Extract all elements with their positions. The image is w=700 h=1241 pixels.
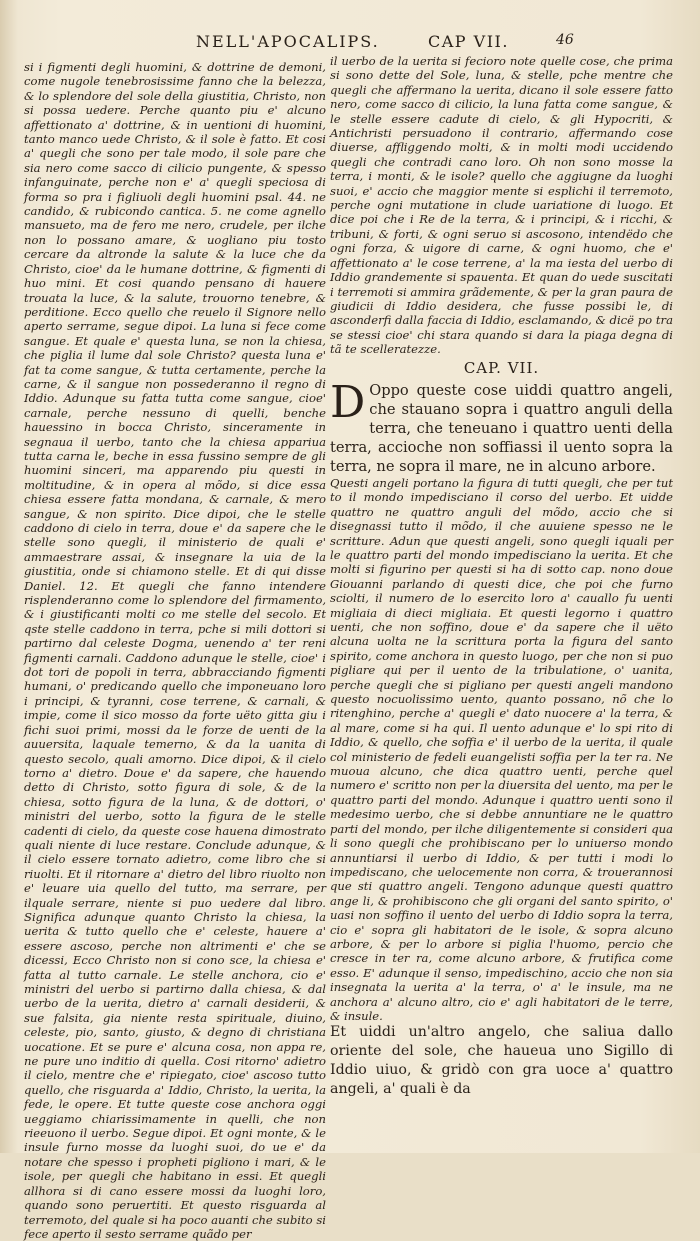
running-title: NELL'APOCALIPS. — [196, 32, 380, 51]
closing-scripture: Et uiddi un'altro angelo, che saliua dallo oriente del sole, che haueua uno Sigillo di Iddio uiuo, & gridò con gra uoce a' quattro angeli, a' quali è da — [330, 1024, 673, 1098]
drop-cap: D — [330, 376, 366, 428]
commentary-text: Questi angeli portano la figura di tutti quegli, che per tut to il mondo impedisciano il corso del uerbo. Et uidde quattro ne quattro anguli del mõdo, accio che si disegnassi tutto il mõdo, il che auuiene spesso ne le scritture. Adun que questi angeli, sono quegli iquali per le quattro parti del mondo impedisciano la uerita. Et che molti si figurino per questi si ha di sotto cap. nono doue Giouanni parlando di questi dice, che poi che furno sciolti, il numero de lo esercito loro a' cauallo fu uenti migliaia di dieci migliaia. Et questi legorno i quattro uenti, che non soffino, doue e' da sapere che il uëto alcuna uolta ne la scrittura porta la figura del santo spirito, come anchora in questo luogo, per che non si puo pigliare qui per il uento de la tribulatione, o' uanita, perche quegli che si pigliano per questi angeli mandono questo nocuolissimo uento, quanto possano, nõ che lo ritenghino, perche a' quegli e' dato nuocere a' la terra, & al mare, come si ha qui. Il uento adunque e' lo spi rito di Iddio, & quello, che soffia e' il uerbo de la uerita, il quale col ministerio de fedeli euangelisti soffia per la ter ra. Ne muoua alcuno, che dica quattro uenti, perche quel numero e' scritto non per la diuersita del uento, ma per le quattro parti del mondo. Adunque i quattro uenti sono il medesimo uerbo, che si debbe annuntiare ne le quattro parti del mondo, per ilche diligentemente si consideri qua li sono quegli che prohibiscano per lo uniuerso mondo annuntiarsi il uerbo di Iddio, & per tutti i modi lo impediscano, che uelocemente non corra, & trouerannosi que sti quattro angeli. Tengono adunque questi quattro ange li, & prohibiscono che gli organi del santo spirito, o' uasi non soffino il uento del uerbo di Iddio sopra la terra, cio e' sopra gli habitatori de le isole, & sopra alcuno arbore, & per lo arbore si piglia l'huomo, percio che cresce in ter ra, come alcuno arbore, & frutifica come esso. E' adunque il senso, impedischino, accio che non sia insegnata la uerita a' la terra, o' a' le insule, ma ne anchora a' alcuno altro, cio e' agli habitatori de le terre, & insule. — [330, 475, 673, 1023]
chapter-heading: CAP. VII. — [463, 358, 540, 377]
left-column — [24, 60, 326, 1241]
scripture-lead — [330, 376, 673, 476]
folio-number: 46 — [556, 32, 574, 48]
left-column-text: si i figmenti degli huomini, & dottrine de demoni, come nugole tenebrosissime fanno che la belezza, & lo splendore del sole della giustitia, Christo, non si possa uedere. Perche quanto piu e' alcuno affettionato a' dottrine, & in uentioni di huomini, tanto manco uede Christo, & il sole è fatto. Et cosi a' quegli che sono per tale modo, il sole pare che sia nero come sacco di cilicio pungente, & spesso infanguinate, perche non e' a' quegli speciosa di forma so pra i figliuoli degli huomini psal. 44. ne candido, & rubicondo cantica. 5. ne come agnello mansueto, ma de fero me nero, crudele, per ilche non lo possano amare, & uogliano piu tosto cercare da altronde la salute & la luce che da Christo, cioe' da le humane dottrine, & figmenti di huo mini. Et cosi quando pensano di hauere trouata la luce, & la salute, trouorno tenebre, & perditione. Ecco quello che reuelo il Signore nello aperto serrame, segue dipoi. La luna si fece come sangue. Et quale e' questa luna, se non la chiesa, che piglia il lume dal sole Christo? questa luna e' fat ta come sangue, & tutta certamente, perche la carne, & il sangue non possederanno il regno di Iddio. Adunque su fatta tutta come sangue, cioe' carnale, perche nessuno di quelli, benche hauessino in bocca Christo, sinceramente in segnaua il uerbo, tanto che la chiesa appariua tutta carna le, beche in essa fussino sempre de gli huomini sinceri, ma apparendo piu questi in moltitudine, & in opera al mõdo, si dice essa chiesa essere fatta mondana, & carnale, & mero sangue, & non spirito. Dice dipoi, che le stelle caddono di cielo in terra, doue e' da sapere che le stelle sono quegli, il ministerio de quali e' ammaestrare assai, & insegnare la uia de la giustitia, onde si chiamono stelle. Et di qui disse Daniel. 12. Et quegli che fanno intendere risplenderanno come lo splendore del firmamento, & i giustificanti molti co me stelle del secolo. Et qste stelle caddono in terra, pche si mili dottori si partirno dal celeste Dogma, uenendo a' ter reni figmenti carnali. Caddono adunque le stelle, cioe' i dot tori de popoli in terra, abbracciando figmenti humani, o' predicando quello che imponeuano loro i principi, & tyranni, cose terrene, & carnali, & impie, come il sico mosso da forte uëto gitta giu i fichi suoi primi, mossi da le forze de uenti de la auuersita, laquale temerno, & da la uanita di questo secolo, quali amorno. Dice dipoi, & il cielo torno a' dietro. Doue e' da sapere, che hauendo detto di Christo, sotto figura di sole, & de la chiesa, sotto figura de la luna, & de dottori, o' ministri del uerbo, sotto la figura de le stelle cadenti di cielo, da queste cose hauena dimostrato quali niente di luce restare. Conclude adunque, & il cielo essere tornato adietro, come libro che si riuolti. Et il ritornare a' dietro del libro riuolto non e' leuare uia quello del tutto, ma serrare, per ilquale serrare, niente si puo uedere dal libro. Significa adunque quanto Christo la chiesa, la uerita & tutto quello che e' celeste, hauere a' essere ascoso, perche non altrimenti e' che se dicessi, Ecco Christo non si cono sce, la chiesa e' fatta al tutto carnale. Le stelle anchora, cio e' ministri del uerbo si partirno dalla chiesa, & dal uerbo de la uerita, dietro a' carnali desiderii, & sue falsita, gia niente resta spirituale, diuino, celeste, pio, santo, giusto, & degno di christiana uocatione. Et se pure e' alcuna cosa, non appa re, ne pure uno inditio di quella. Cosi ritorno' adietro il cielo, mentre che e' ripiegato, cioe' ascoso tutto quello, che risguarda a' Iddio, Christo, la uerita, la fede, le opere. Et tutte queste cose anchora oggi ueggiamo chiarissimamente in quelli, che non rieeuono il uerbo. Segue dipoi. Et ogni monte, & le insule furno mosse da luoghi suoi, do ue e' da notare che spesso i propheti pigliono i mari, & le isole, per quegli che habitano in essi. Et quegli allhora si di cano essere mossi da luoghi loro, quando sono peruertiti. Et questo risguarda al terremoto, del quale si ha poco auanti che subito si fece aperto il sesto serrame quãdo per — [24, 60, 326, 1241]
right-column-intro: il uerbo de la uerita si fecioro note quelle cose, che prima si sono dette del Sole, luna, & stelle, pche mentre che quegli che affermano la uerita, dicano il sole essere fatto nero, come sacco di cilicio, la luna fatta come sangue, & le stelle essere cadute di cielo, & gli Hypocriti, & Antichristi persuadono il contrario, affermando cose diuerse, affliggendo molti, & in molti modi uccidendo quegli che contradi cano loro. Oh non sono mosse la terra, i monti, & le isole? quello che aggiugne da luoghi suoi, e' accio che maggior mente si esplichi il terremoto, perche ogni mutatione in clude uariatione di luogo. Et dice poi che i Re de la terra, & i principi, & i ricchi, & tribuni, & forti, & ogni seruo si ascosono, intendëdo che ogni forza, & uigore di carne, & ogni huomo, che e' affettionato a' le cose terrene, a' la ma iesta del uerbo di Iddio grandemente si spauenta. Et quan do uede suscitati i terremoti si ammira grãdemente, & per la gran paura de giudicii di Iddio desidera, che fusse possibi le, di asconderfi dalla faccia di Iddio, esclamando, & dicë po tra se stessi cioe' chi stara quando si dara la piaga degna di tã te scelleratezze. — [330, 54, 673, 357]
scripture-lead-text: Oppo queste cose uiddi quattro angeli, che stauano sopra i quattro anguli della terra, che teneuano i quattro uenti della terra, accioche non soffiassi il uento sopra la terra, ne sopra il mare, ne in alcuno arbore. — [330, 381, 673, 475]
chapter-label: CAP VII. — [428, 32, 509, 51]
running-header — [0, 28, 700, 54]
right-column — [330, 54, 673, 1099]
